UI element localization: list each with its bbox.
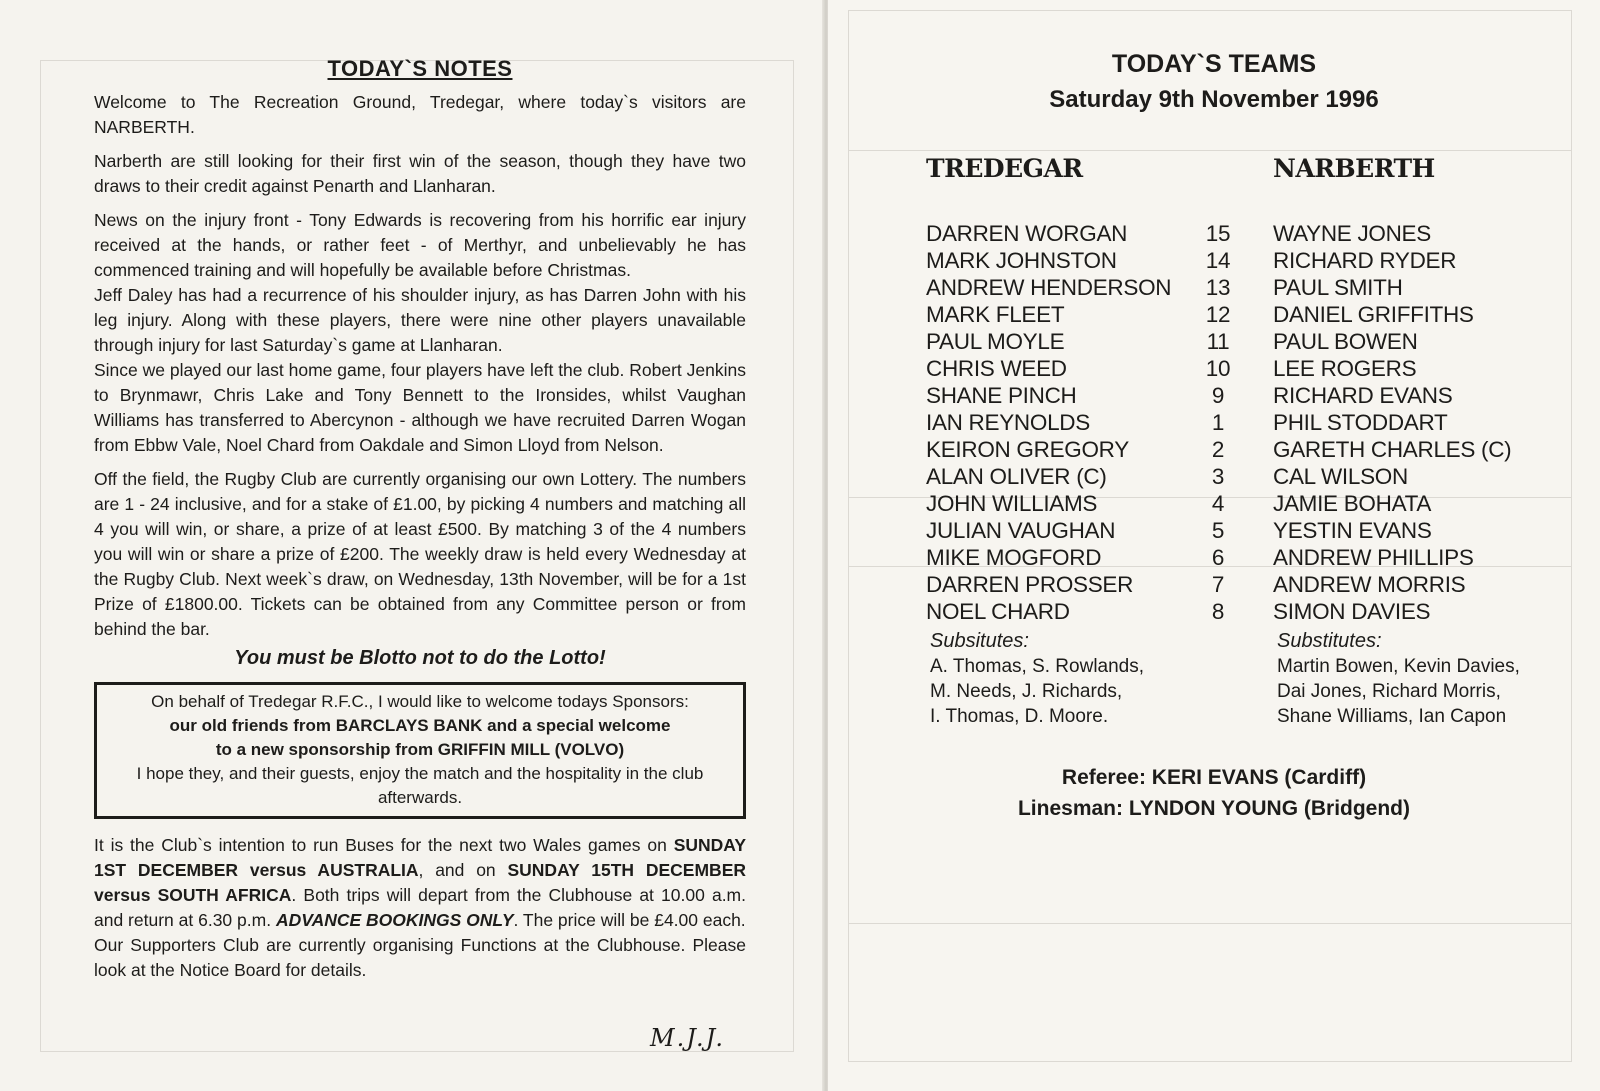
lineup-row: [926, 517, 1566, 544]
lineup-row: [926, 490, 1566, 517]
right-page: [828, 0, 1600, 1091]
lineup-row: [926, 544, 1566, 571]
home-player-name: MARK JOHNSTON: [926, 248, 1117, 273]
shirt-number: 5: [1211, 518, 1225, 543]
match-date: Saturday 9th November 1996: [1049, 86, 1379, 113]
home-subs-line: M. Needs, J. Richards,: [930, 681, 1123, 702]
away-player-name: ANDREW MORRIS: [1273, 572, 1466, 597]
away-player-name: RICHARD RYDER: [1273, 248, 1457, 273]
shirt-number: 13: [1205, 275, 1231, 300]
lineup-row: [926, 328, 1566, 355]
lineup-row: [926, 355, 1566, 382]
lineup-row: [926, 301, 1566, 328]
lineup-row: [926, 409, 1566, 436]
home-player-name: DARREN WORGAN: [926, 221, 1128, 246]
team-lineup: [926, 220, 1566, 625]
away-player-name: GARETH CHARLES (C): [1273, 437, 1512, 462]
shirt-number: 10: [1205, 356, 1231, 381]
welcome-paragraph: Welcome to The Recreation Ground, Tredegar, where today`s visitors are NARBERTH.: [94, 92, 746, 137]
away-subs-line: Dai Jones, Richard Morris,: [1277, 681, 1501, 702]
lotto-slogan: You must be Blotto not to do the Lotto!: [234, 647, 606, 669]
home-player-name: SHANE PINCH: [926, 383, 1077, 408]
home-player-name: NOEL CHARD: [926, 599, 1070, 624]
home-player-name: MARK FLEET: [926, 302, 1065, 327]
transfers-paragraph: Since we played our last home game, four players have left the club. Robert Jenkins to Brynmawr, Chris Lake and Tony Bennett to the Ironsides, whilst Vaughan Williams has transferred to Abercynon - although we have recruited Darren Wogan from Ebbw Vale, Noel Chard from Oakdale and Simon Lloyd from Nelson.: [94, 360, 746, 455]
away-subs-line: Martin Bowen, Kevin Davies,: [1277, 656, 1520, 677]
shirt-number: 8: [1211, 599, 1225, 624]
home-player-name: IAN REYNOLDS: [926, 410, 1090, 435]
away-player-name: YESTIN EVANS: [1273, 518, 1432, 543]
lineup-row: [926, 274, 1566, 301]
referee: Referee: KERI EVANS (Cardiff): [1061, 766, 1367, 789]
shirt-number: 11: [1206, 329, 1230, 354]
shirt-number: 15: [1205, 221, 1231, 246]
shirt-number: 7: [1211, 572, 1225, 597]
away-subs-label: Substitutes:: [1277, 630, 1382, 652]
shirt-number: 12: [1205, 302, 1231, 327]
away-player-name: PAUL SMITH: [1273, 275, 1403, 300]
lineup-row: [926, 220, 1566, 247]
lineup-row: [926, 598, 1566, 625]
lottery-paragraph: Off the field, the Rugby Club are currently organising our own Lottery. The numbers are 1 - 24 inclusive, and for a stake of £1.00, by picking 4 numbers and matching all 4 you will win, or share, a prize of at least £500. By matching 3 of the 4 numbers you will win or share a prize of £200. The weekly draw is held every Wednesday at the Rugby Club. Next week`s draw, on Wednesday, 13th November, will be for a 1st Prize of £1800.00. Tickets can be obtained from any Committee person or from behind the bar.: [94, 469, 746, 639]
lineup-row: [926, 436, 1566, 463]
home-team-name: TREDEGAR: [926, 154, 1083, 183]
buses-australia: SUNDAY 1ST DECEMBER versus AUSTRALIA: [94, 835, 746, 880]
sponsor-barclays: our old friends from BARCLAYS BANK and a special welcome: [169, 716, 671, 735]
buses-south-africa: SUNDAY 15TH DECEMBER versus SOUTH AFRICA: [94, 860, 747, 905]
signature: M.J.J.: [650, 1024, 725, 1052]
injury-update-paragraph: Jeff Daley has had a recurrence of his shoulder injury, as has Darren John with his leg injury. Along with these players, there were nine other players unavailable through injury for last Saturday`s game at Llanharan.: [94, 285, 746, 355]
home-player-name: JULIAN VAUGHAN: [926, 518, 1116, 543]
buses-text-3: . Both trips will depart from the Clubhouse at 10.00 a.m. and return at 6.30 p.m.: [94, 885, 747, 930]
home-subs-line: A. Thomas, S. Rowlands,: [930, 656, 1145, 677]
match-officials: [828, 762, 1600, 824]
notes-column: [94, 54, 746, 992]
home-player-name: ALAN OLIVER (C): [926, 464, 1107, 489]
home-player-name: ANDREW HENDERSON: [926, 275, 1172, 300]
home-player-name: KEIRON GREGORY: [926, 437, 1129, 462]
shirt-number: 3: [1211, 464, 1225, 489]
home-player-name: DARREN PROSSER: [926, 572, 1134, 597]
sponsor-box: [94, 682, 746, 819]
lineup-row: [926, 247, 1566, 274]
supporters-paragraph: Our Supporters Club are currently organising Functions at the Clubhouse. Please look at the Notice Board for details.: [94, 935, 746, 980]
away-team-name: NARBERTH: [1273, 154, 1435, 183]
away-player-name: ANDREW PHILLIPS: [1273, 545, 1474, 570]
buses-text-1: It is the Club`s intention to run Buses for the next two Wales games on: [94, 835, 667, 855]
away-subs-line: Shane Williams, Ian Capon: [1277, 706, 1507, 727]
home-player-name: MIKE MOGFORD: [926, 545, 1102, 570]
shirt-number: 9: [1211, 383, 1225, 408]
sponsor-intro: On behalf of Tredegar R.F.C., I would like to welcome todays Sponsors:: [151, 692, 689, 711]
shirt-number: 6: [1211, 545, 1225, 570]
away-player-name: SIMON DAVIES: [1273, 599, 1431, 624]
shirt-number: 1: [1211, 410, 1225, 435]
home-player-name: PAUL MOYLE: [926, 329, 1065, 354]
sponsor-closing: I hope they, and their guests, enjoy the match and the hospitality in the club afterwards.: [136, 764, 704, 807]
buses-price: . The price will be £4.00 each.: [513, 910, 746, 930]
buses-paragraph: [94, 833, 746, 933]
away-player-name: PHIL STODDART: [1273, 410, 1448, 435]
away-player-name: RICHARD EVANS: [1273, 383, 1453, 408]
teams-title: TODAY`S TEAMS: [1111, 50, 1317, 78]
home-substitutes: [930, 629, 1260, 729]
away-substitutes: [1277, 629, 1567, 729]
away-player-name: PAUL BOWEN: [1273, 329, 1418, 354]
lineup-row: [926, 382, 1566, 409]
shirt-number: 4: [1211, 491, 1225, 516]
linesman: Linesman: LYNDON YOUNG (Bridgend): [1017, 797, 1411, 820]
away-player-name: CAL WILSON: [1273, 464, 1408, 489]
lineup-row: [926, 463, 1566, 490]
home-player-name: JOHN WILLIAMS: [926, 491, 1098, 516]
shirt-number: 2: [1211, 437, 1225, 462]
injury-paragraph: News on the injury front - Tony Edwards is recovering from his horrific ear injury received at the hands, or rather feet - of Merthyr, and unbelievably he has commenced training and will hopefully be available before Christmas.: [94, 210, 746, 280]
notes-title: TODAY`S NOTES: [327, 56, 513, 81]
home-player-name: CHRIS WEED: [926, 356, 1067, 381]
home-subs-line: I. Thomas, D. Moore.: [930, 706, 1109, 727]
away-player-name: LEE ROGERS: [1273, 356, 1417, 381]
narberth-paragraph: Narberth are still looking for their first win of the season, though they have two draws to their credit against Penarth and Llanharan.: [94, 151, 746, 196]
away-player-name: WAYNE JONES: [1273, 221, 1431, 246]
advance-bookings: ADVANCE BOOKINGS ONLY: [275, 910, 514, 930]
away-player-name: DANIEL GRIFFITHS: [1273, 302, 1474, 327]
home-subs-label: Subsitutes:: [930, 630, 1029, 652]
lineup-row: [926, 571, 1566, 598]
sponsor-griffin-mill: to a new sponsorship from GRIFFIN MILL (VOLVO): [215, 740, 625, 759]
away-player-name: JAMIE BOHATA: [1273, 491, 1432, 516]
shirt-number: 14: [1205, 248, 1231, 273]
buses-text-2: , and on: [418, 860, 496, 880]
